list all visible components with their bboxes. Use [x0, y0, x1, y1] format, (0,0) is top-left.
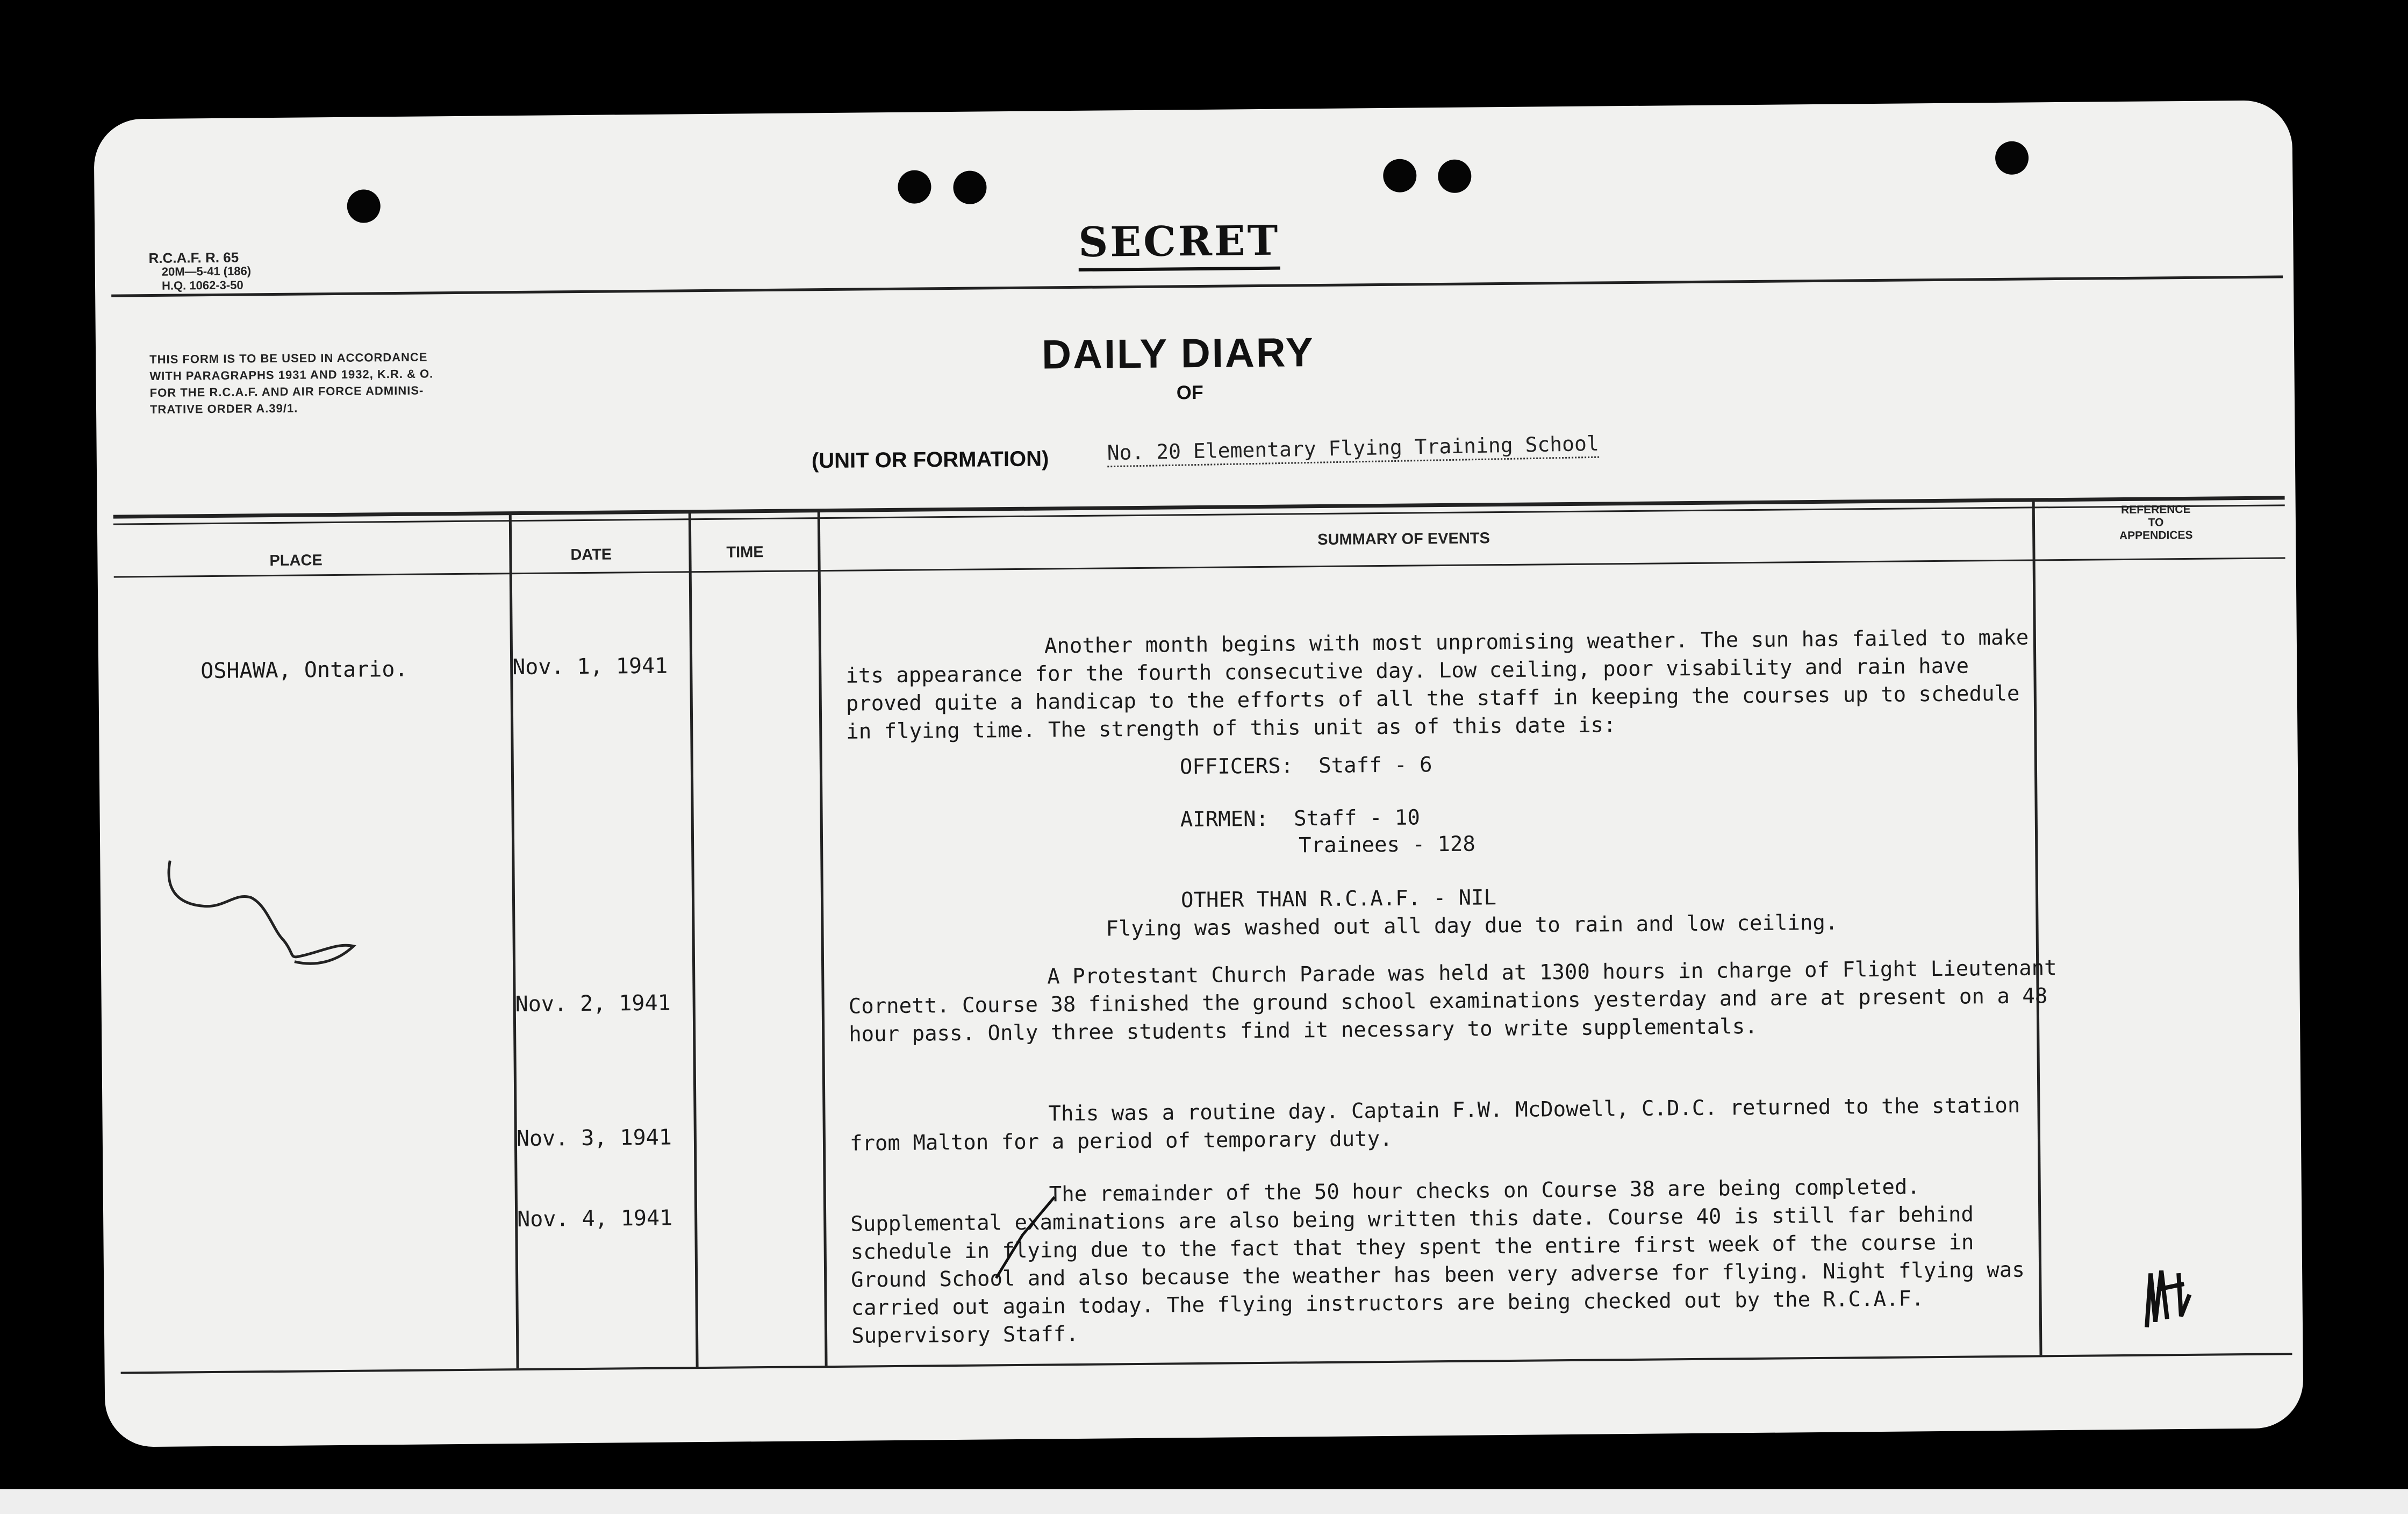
header-rule — [111, 275, 2283, 297]
strength-airmen — [1180, 805, 1421, 832]
punch-hole — [898, 170, 931, 204]
form-usage-notice — [149, 347, 591, 418]
film-edge-strip — [0, 1489, 2408, 1514]
nov1-flying-note: Flying was washed out all day due to rain and low ceiling. — [1106, 910, 1838, 941]
column-divider — [509, 513, 519, 1368]
punch-hole — [1995, 141, 2029, 175]
notice-line: THIS FORM IS TO BE USED IN ACCORDANCE — [149, 350, 428, 367]
entry-paragraph: A Protestant Church Parade was held at 1300 hours in charge of Flight Lieutenant Cornett. Course 38 finished the ground school examinations yesterday and are at present on a 48 hour pass. Only three students find it necessary to write supplementals. — [848, 956, 2057, 1047]
entry-paragraph: Another month begins with most unpromising weather. The sun has failed to make its appearance for the fourth consecutive day. Low ceiling, poor visability and rain have proved quite a handicap to the efforts of all the staff in keeping the courses up to schedule in flying time. The strength of this unit as of this date is: — [845, 625, 2029, 744]
unit-name: No. 20 Elementary Flying Training School — [1107, 432, 1599, 468]
place-entry: OSHAWA, Ontario. — [200, 656, 408, 684]
punch-hole — [1383, 159, 1417, 192]
entry-text — [845, 624, 2056, 746]
initials-signature — [2135, 1262, 2201, 1333]
unit-label: (UNIT OR FORMATION) — [811, 447, 1049, 473]
column-header-summary: SUMMARY OF EVENTS — [1317, 530, 1490, 549]
form-code-line: 20M—5-41 (186) — [161, 264, 252, 278]
column-divider — [689, 512, 699, 1367]
strength-trainees: Trainees - 128 — [1298, 832, 1476, 858]
diary-card — [94, 100, 2303, 1447]
strength-other: OTHER THAN R.C.A.F. - NIL — [1180, 885, 1497, 913]
table-bottom-rule — [121, 1353, 2292, 1374]
pencil-scrawl — [159, 853, 407, 979]
title-of: OF — [1176, 381, 1203, 404]
form-code — [148, 250, 251, 293]
entry-text — [848, 954, 2058, 1049]
pencil-check-mark — [990, 1186, 1077, 1283]
entry-paragraph: This was a routine day. Captain F.W. McDowell, C.D.C. returned to the station from Malton for a period of temporary duty. — [849, 1093, 2020, 1156]
column-header-time: TIME — [726, 544, 764, 561]
reference-line: TO — [2148, 516, 2164, 529]
column-divider — [818, 511, 828, 1366]
column-header-rule — [114, 557, 2285, 577]
punch-hole — [347, 189, 381, 223]
form-code-line: R.C.A.F. R. 65 — [148, 249, 239, 267]
entry-date: Nov. 4, 1941 — [517, 1205, 673, 1232]
entry-paragraph: The remainder of the 50 hour checks on Course 38 are being completed. Supplemental examinations are also being written this date. Course 40 is still far behind schedule in flying due to the fact that they spent the entire first week of the course in Ground School and also because the weather has been very adverse for flying. Night flying was carried out again today. The flying instructors are being checked out by the R.C.A.F. Supervisory Staff. — [850, 1175, 2025, 1348]
officers-staff: Staff - 6 — [1318, 753, 1432, 779]
officers-label: OFFICERS: — [1179, 754, 1294, 780]
reference-line: REFERENCE — [2120, 503, 2191, 517]
notice-line: WITH PARAGRAPHS 1931 AND 1932, K.R. & O. — [149, 367, 434, 383]
airmen-staff: Staff - 10 — [1293, 805, 1421, 831]
column-header-date: DATE — [570, 546, 612, 564]
entry-text — [849, 1091, 2059, 1158]
reference-line: APPENDICES — [2119, 529, 2193, 542]
strength-officers — [1180, 753, 1432, 779]
punch-hole — [1438, 160, 1472, 194]
form-code-line: H.Q. 1062-3-50 — [161, 278, 243, 292]
column-header-place: PLACE — [269, 552, 322, 570]
column-header-reference — [2086, 503, 2226, 542]
entry-date: Nov. 2, 1941 — [515, 990, 671, 1017]
notice-line: TRATIVE ORDER A.39/1. — [149, 401, 298, 416]
entry-date: Nov. 1, 1941 — [512, 653, 668, 680]
classification-heading: SECRET — [1078, 217, 1280, 272]
punch-hole — [953, 170, 987, 204]
page-title: DAILY DIARY — [1041, 330, 1315, 378]
notice-line: FOR THE R.C.A.F. AND AIR FORCE ADMINIS- — [149, 383, 424, 400]
airmen-label: AIRMEN: — [1180, 806, 1269, 832]
entry-date: Nov. 3, 1941 — [516, 1125, 672, 1152]
